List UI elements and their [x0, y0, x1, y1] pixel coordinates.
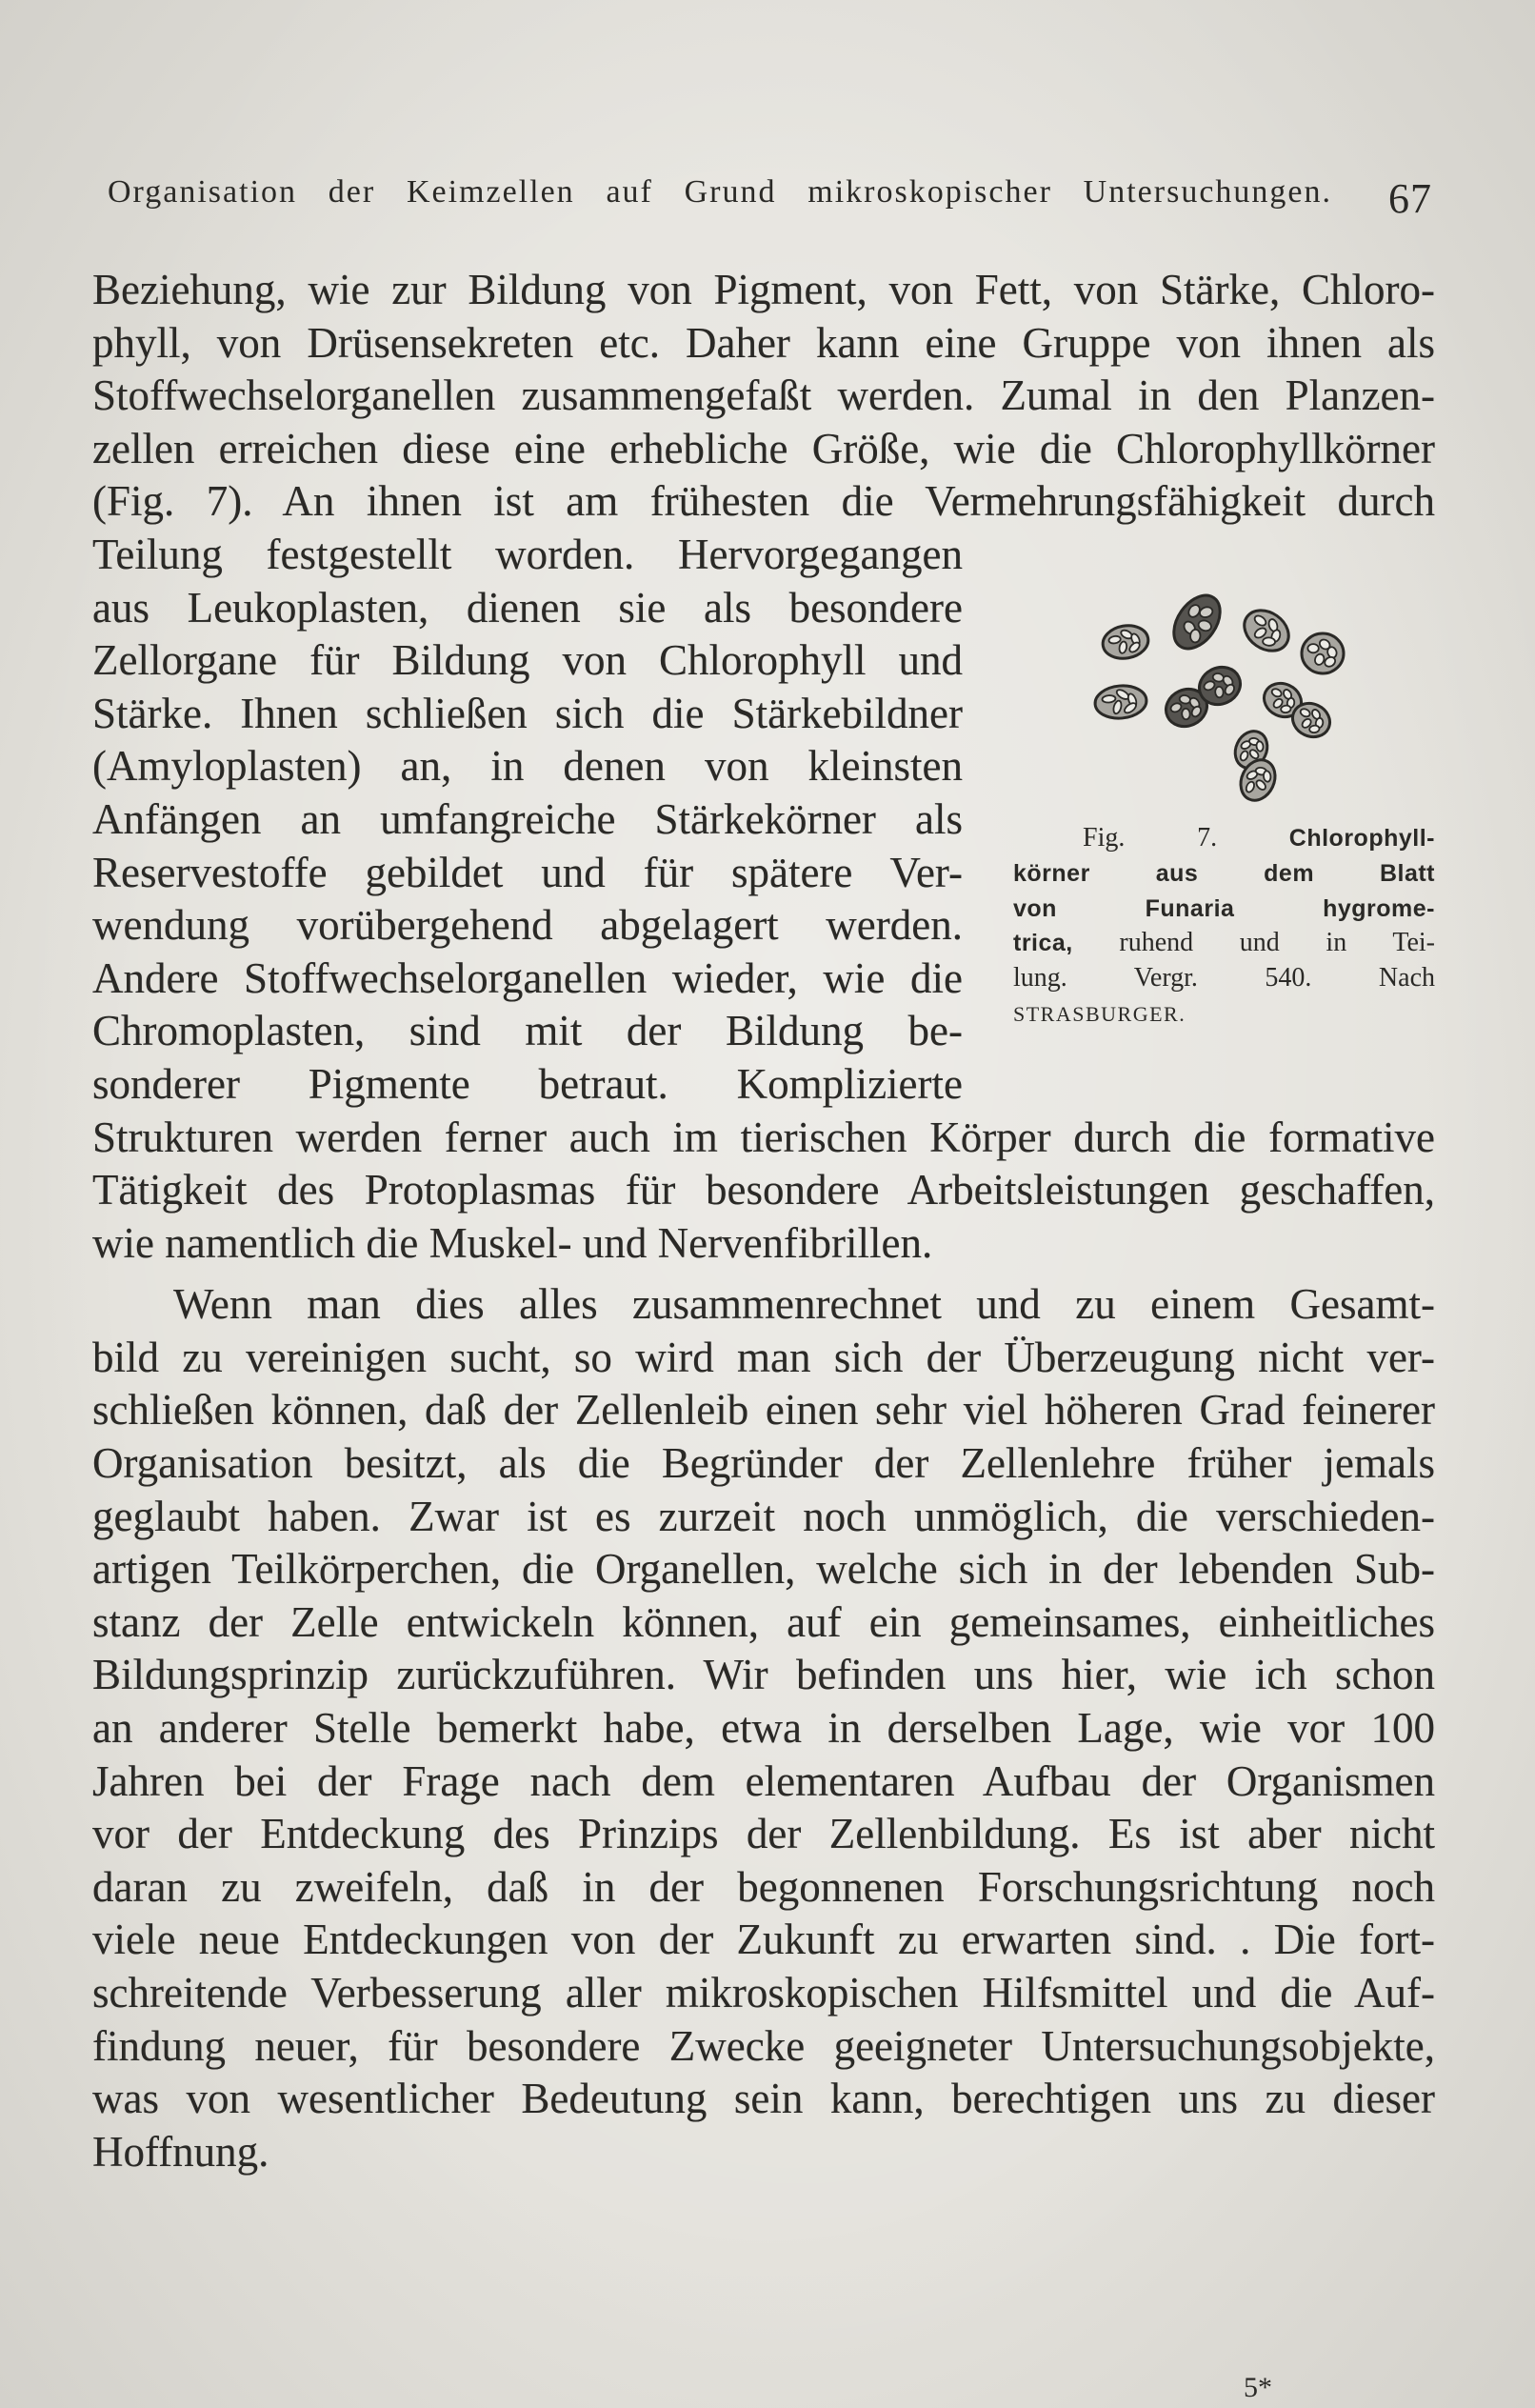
text-line: sonderer Pigmente betraut. Komplizierte	[92, 1059, 963, 1108]
starch-granule	[1182, 709, 1190, 720]
caption-text: lung. Vergr. 540. Nach	[1013, 963, 1435, 993]
caption-line	[1013, 856, 1435, 892]
caption-author: STRASBURGER.	[1013, 1001, 1186, 1026]
text-line: Beziehung, wie zur Bildung von Pigment, von Fett, von Stärke, Chloro-	[92, 266, 1435, 313]
text-line: Stoffwechselorganellen zusammengefaßt werden. Zumal in den Planzen-	[92, 371, 1435, 420]
text-line: vor der Entdeckung des Prinzips der Zellenbildung. Es ist aber nicht	[92, 1810, 1435, 1858]
caption-line	[1013, 821, 1435, 856]
text-line: findung neuer, für besondere Zwecke geeigneter Untersuchungsobjekte,	[92, 2021, 1435, 2070]
figure-label: Fig. 7.	[1083, 823, 1218, 853]
text-line: Anfängen an umfangreiche Stärkekörner als	[92, 794, 963, 843]
chlorophyll-grain	[1302, 633, 1344, 673]
starch-granule	[1102, 694, 1116, 703]
paragraph-2	[92, 1278, 1435, 2178]
text-line: Stärke. Ihnen schließen sich die Stärkebildner	[92, 689, 963, 737]
text-line: was von wesentlicher Bedeutung sein kann, berechtigen uns zu dieser	[92, 2075, 1435, 2123]
text-line: Andere Stoffwechselorganellen wieder, wie die	[92, 953, 963, 1002]
text-line: Chromoplasten, sind mit der Bildung be-	[92, 1007, 963, 1055]
text-line: Teilung festgestellt worden. Hervorgegangen	[92, 530, 963, 578]
text-line: Strukturen werden ferner auch im tierischen Körper durch die formative	[92, 1113, 1435, 1161]
starch-granule	[1281, 705, 1291, 713]
caption-bold-text: Chlorophyll-	[1288, 825, 1435, 852]
text-line: Organisation besitzt, als die Begründer der Zellenlehre früher jemals	[92, 1439, 1435, 1488]
chlorophyll-grain	[1165, 587, 1229, 657]
text-line: schreitende Verbesserung aller mikroskopischen Hilfsmittel und die Auf-	[92, 1969, 1435, 2017]
caption-bold-text: körner aus dem Blatt	[1013, 859, 1435, 887]
caption-text: ruhend und in Tei-	[1119, 928, 1435, 958]
starch-granule	[1309, 725, 1320, 733]
starch-granule	[1215, 687, 1224, 698]
starch-granule	[1256, 741, 1264, 752]
caption-line	[1013, 892, 1435, 927]
chlorophyll-grains-illustration	[1086, 586, 1362, 814]
text-line: geglaubt haben. Zwar ist es zurzeit noch unmöglich, die verschieden-	[92, 1492, 1435, 1540]
caption-line	[1013, 926, 1435, 961]
text-line: wendung vorübergehend abgelagert werden.	[92, 901, 963, 950]
text-line: Hoffnung.	[92, 2127, 269, 2176]
text-line: (Amyloplasten) an, in denen von kleinsten	[92, 742, 963, 791]
text-line: stanz der Zelle entwickeln können, auf ein gemeinsames, einheitliches	[92, 1597, 1435, 1646]
chlorophyll-grain	[1100, 622, 1150, 662]
chlorophyll-grain	[1237, 602, 1297, 659]
text-line: Zellorgane für Bildung von Chlorophyll und	[92, 636, 963, 685]
text-line: an anderer Stelle bemerkt habe, etwa in derselben Lage, wie vor 100	[92, 1704, 1435, 1753]
text-line: bild zu vereinigen sucht, so wird man sich der Überzeugung nicht ver-	[92, 1333, 1435, 1381]
text-line: Tätigkeit des Protoplasmas für besondere Arbeitsleistungen geschaffen,	[92, 1166, 1435, 1214]
text-line: schließen können, daß der Zellenleib einen sehr viel höheren Grad feinerer	[92, 1386, 1435, 1435]
text-line: viele neue Entdeckungen von der Zukunft zu erwarten sind. . Die fort-	[92, 1916, 1435, 1964]
text-line: phyll, von Drüsensekreten etc. Daher kann eine Gruppe von ihnen als	[92, 318, 1435, 367]
text-line: Wenn man dies alles zusammenrechnet und zu einem Gesamt-	[173, 1280, 1435, 1329]
caption-bold-text: von Funaria hygrome-	[1013, 894, 1435, 922]
running-header: Organisation der Keimzellen auf Grund mikroskopischer Untersuchungen.	[108, 174, 1332, 210]
text-line: zellen erreichen diese eine erhebliche Größe, wie die Chlorophyllkörner	[92, 424, 1435, 472]
starch-granule	[1263, 771, 1271, 782]
caption-line	[1013, 996, 1435, 1032]
grain-outline	[1165, 587, 1229, 657]
text-line: Jahren bei der Frage nach dem elementaren Aufbau der Organismen	[92, 1756, 1435, 1805]
caption-bold-text: trica,	[1013, 930, 1073, 957]
signature-mark: 5*	[1244, 2372, 1272, 2403]
text-line: Reservestoffe gebildet und für spätere Ver-	[92, 848, 963, 896]
starch-granule	[1307, 644, 1318, 652]
page-number: 67	[1388, 175, 1432, 222]
body-text	[92, 264, 1435, 2178]
text-line: daran zu zweifeln, daß in der begonnenen Forschungsrichtung noch	[92, 1862, 1435, 1911]
text-line: Bildungsprinzip zurückzuführen. Wir befinden uns hier, wie ich schon	[92, 1651, 1435, 1699]
chlorophyll-grain	[1094, 684, 1148, 721]
text-line: (Fig. 7). An ihnen ist am frühesten die Vermehrungsfähigkeit durch	[92, 477, 1435, 526]
figure-caption	[1013, 821, 1435, 1032]
caption-line	[1013, 961, 1435, 996]
text-line: artigen Teilkörperchen, die Organellen, welche sich in der lebenden Sub-	[92, 1545, 1435, 1594]
starch-granule	[1263, 637, 1275, 646]
starch-granule	[1190, 630, 1201, 643]
text-line: wie namentlich die Muskel- und Nervenfibrillen.	[92, 1218, 933, 1267]
text-line: aus Leukoplasten, dienen sie als besondere	[92, 583, 963, 632]
